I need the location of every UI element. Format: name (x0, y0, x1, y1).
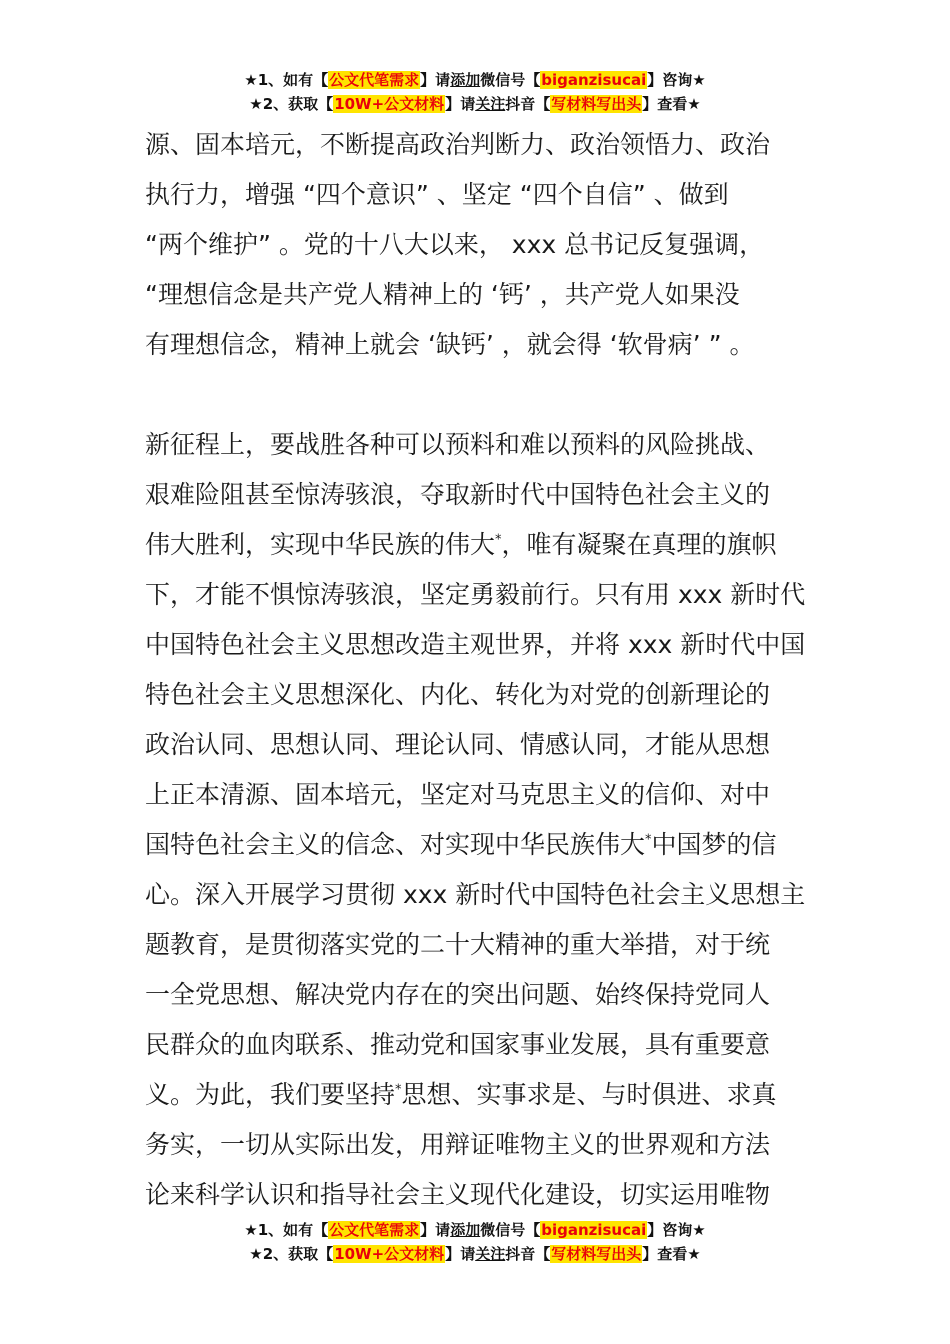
banner-text: 】请 (420, 1221, 451, 1239)
banner-underline: 添加 (450, 1221, 481, 1239)
banner-text: 】查看★ (642, 1245, 701, 1263)
banner-underline: 关注 (475, 1245, 506, 1263)
paragraph-1 (145, 120, 810, 370)
banner-text: 】咨询★ (647, 71, 706, 89)
text-line: 有理想信念，精神上就会 ‘缺钙’ ，就会得 ‘软骨病’ ” 。 (145, 330, 755, 359)
banner-text: 抖音【 (505, 1245, 551, 1263)
banner-highlight: 写材料写出头 (551, 95, 642, 113)
banner-text: 】请 (445, 1245, 476, 1263)
banner-text: ★1、如有【 (244, 1221, 329, 1239)
text-segment: 思想、实事求是、与时俱进、求真 (401, 1080, 777, 1109)
text-line: 特色社会主义思想深化、内化、转化为对党的创新理论的 (145, 680, 771, 709)
banner-highlight: 10W+公文材料 (334, 95, 445, 113)
text-line: 政治认同、思想认同、理论认同、情感认同，才能从思想 (145, 730, 771, 759)
text-line (145, 1070, 810, 1120)
banner-line-2 (0, 1242, 950, 1266)
header-banner (0, 68, 950, 116)
banner-text: ★2、获取【 (249, 95, 334, 113)
text-line: 务实，一切从实际出发，用辩证唯物主义的世界观和方法 (145, 1130, 771, 1159)
text-line: 源、固本培元，不断提高政治判断力、政治领悟力、政治 (145, 130, 771, 159)
text-line (145, 820, 810, 870)
text-line: 论来科学认识和指导社会主义现代化建设，切实运用唯物 (145, 1180, 771, 1209)
text-line: 心。深入开展学习贯彻 xxx 新时代中国特色社会主义思想主 (145, 880, 806, 909)
banner-text: ★2、获取【 (249, 1245, 334, 1263)
banner-highlight: 公文代笔需求 (329, 1221, 420, 1239)
asterisk-mark: * (495, 532, 502, 548)
text-line: 中国特色社会主义思想改造主观世界，并将 xxx 新时代中国 (145, 630, 806, 659)
banner-text: 微信号【 (480, 71, 541, 89)
banner-highlight: biganzisucai (541, 1221, 647, 1239)
text-line: 一全党思想、解决党内存在的突出问题、始终保持党同人 (145, 980, 771, 1009)
text-line (145, 520, 810, 570)
text-line: 艰难险阻甚至惊涛骇浪，夺取新时代中国特色社会主义的 (145, 480, 771, 509)
text-line: 民群众的血肉联系、推动党和国家事业发展，具有重要意 (145, 1030, 771, 1059)
banner-line-1 (0, 68, 950, 92)
text-line: 题教育，是贯彻落实党的二十大精神的重大举措，对于统 (145, 930, 771, 959)
banner-text: 抖音【 (505, 95, 551, 113)
banner-highlight: 公文代笔需求 (329, 71, 420, 89)
banner-text: 微信号【 (480, 1221, 541, 1239)
text-line: 上正本清源、固本培元，坚定对马克思主义的信仰、对中 (145, 780, 771, 809)
banner-line-1 (0, 1218, 950, 1242)
banner-underline: 关注 (475, 95, 506, 113)
text-segment: ，唯有凝聚在真理的旗帜 (501, 530, 777, 559)
text-segment: 国特色社会主义的信念、对实现中华民族伟大 (145, 830, 646, 859)
text-segment: 中国梦的信 (651, 830, 777, 859)
banner-highlight: 10W+公文材料 (334, 1245, 445, 1263)
banner-line-2 (0, 92, 950, 116)
banner-text: 】请 (445, 95, 476, 113)
banner-text: 】请 (420, 71, 451, 89)
paragraph-2 (145, 420, 810, 1220)
text-segment: 伟大胜利，实现中华民族的伟大 (145, 530, 496, 559)
footer-banner (0, 1218, 950, 1266)
text-line: 下，才能不惧惊涛骇浪，坚定勇毅前行。只有用 xxx 新时代 (145, 580, 806, 609)
asterisk-mark: * (395, 1082, 402, 1098)
text-line: 执行力，增强 “四个意识” 、坚定 “四个自信” 、做到 (145, 180, 729, 209)
text-segment: 义。为此，我们要坚持 (145, 1080, 396, 1109)
text-line: 新征程上，要战胜各种可以预料和难以预料的风险挑战、 (145, 430, 771, 459)
asterisk-mark: * (645, 832, 652, 848)
banner-text: 】查看★ (642, 95, 701, 113)
banner-highlight: 写材料写出头 (551, 1245, 642, 1263)
banner-highlight: biganzisucai (541, 71, 647, 89)
banner-text: ★1、如有【 (244, 71, 329, 89)
banner-text: 】咨询★ (647, 1221, 706, 1239)
text-line: “两个维护” 。党的十八大以来， xxx 总书记反复强调， (145, 230, 765, 259)
text-line: “理想信念是共产党人精神上的 ‘钙’ ，共产党人如果没 (145, 280, 740, 309)
banner-underline: 添加 (450, 71, 481, 89)
